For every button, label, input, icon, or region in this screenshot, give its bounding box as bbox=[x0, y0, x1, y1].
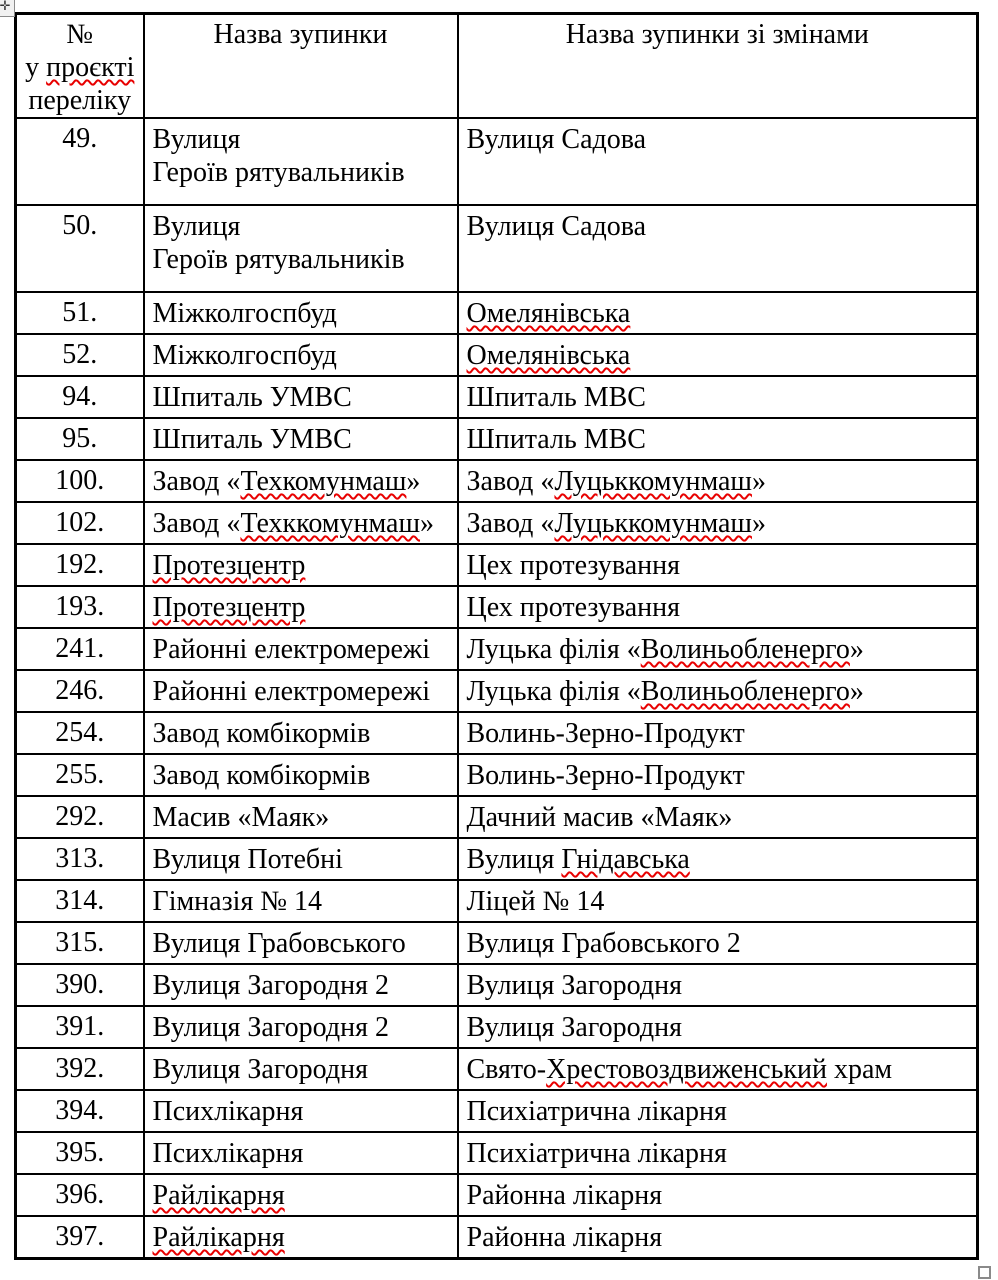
changed-stop-name-cell[interactable] bbox=[458, 670, 978, 712]
text-line bbox=[467, 1179, 971, 1212]
text-line bbox=[153, 843, 451, 876]
text-line bbox=[153, 927, 451, 960]
cell-text: Вулиця bbox=[152, 124, 241, 155]
cell-text: Шпиталь УМВС bbox=[152, 424, 352, 455]
stop-name-cell[interactable] bbox=[144, 334, 458, 376]
stop-name-cell[interactable] bbox=[144, 754, 458, 796]
text-line bbox=[153, 123, 451, 156]
text-line bbox=[153, 1221, 451, 1254]
cell-text: у bbox=[25, 52, 47, 83]
cell-text: Луцька філія « bbox=[466, 676, 641, 707]
text-line bbox=[467, 591, 971, 624]
changed-stop-name-cell[interactable] bbox=[458, 502, 978, 544]
table-row bbox=[16, 964, 978, 1006]
text-line bbox=[153, 1179, 451, 1212]
text-line bbox=[153, 801, 451, 834]
cell-text: храм bbox=[826, 1054, 893, 1085]
row-number-cell[interactable] bbox=[16, 1006, 144, 1048]
cell-text: Завод « bbox=[466, 466, 555, 497]
changed-stop-name-cell[interactable] bbox=[458, 586, 978, 628]
stop-name-cell[interactable] bbox=[144, 460, 458, 502]
cell-text: Районні електромережі bbox=[152, 676, 431, 707]
row-number-cell[interactable] bbox=[16, 586, 144, 628]
cell-text: Волинь-Зерно-Продукт bbox=[466, 718, 745, 749]
text-line bbox=[467, 801, 971, 834]
table-row bbox=[16, 1174, 978, 1216]
changed-stop-name-cell[interactable] bbox=[458, 754, 978, 796]
cell-text: Завод « bbox=[152, 508, 241, 539]
row-number: 394. bbox=[55, 1095, 105, 1126]
table-row bbox=[16, 586, 978, 628]
text-line bbox=[153, 465, 451, 498]
row-number-cell[interactable] bbox=[16, 1048, 144, 1090]
stop-name-cell[interactable] bbox=[144, 376, 458, 418]
row-number: 102. bbox=[55, 507, 105, 538]
table-row bbox=[16, 418, 978, 460]
cell-text: Вулиця Загородня 2 bbox=[152, 1012, 389, 1043]
changed-stop-name-cell[interactable] bbox=[458, 1090, 978, 1132]
text-line bbox=[467, 717, 971, 750]
text-line bbox=[153, 507, 451, 540]
stop-name-cell[interactable] bbox=[144, 292, 458, 334]
row-number: 313. bbox=[55, 843, 105, 874]
cell-text: Цех протезування bbox=[466, 550, 680, 581]
row-number: 314. bbox=[55, 885, 105, 916]
cell-text: Ліцей № 14 bbox=[466, 886, 605, 917]
changed-stop-name-cell[interactable] bbox=[458, 964, 978, 1006]
stop-name-cell[interactable] bbox=[144, 1006, 458, 1048]
move-arrows-glyph: ✛ bbox=[0, 0, 11, 13]
text-line bbox=[153, 1095, 451, 1128]
row-number: 390. bbox=[55, 969, 105, 1000]
table-row bbox=[16, 1090, 978, 1132]
changed-stop-name-cell[interactable] bbox=[458, 880, 978, 922]
row-number-cell[interactable] bbox=[16, 838, 144, 880]
text-line bbox=[467, 1221, 971, 1254]
text-line bbox=[467, 633, 971, 666]
table-row bbox=[16, 544, 978, 586]
stop-name-cell[interactable] bbox=[144, 712, 458, 754]
text-line bbox=[467, 885, 971, 918]
cell-text: Міжколгоспбуд bbox=[152, 340, 337, 371]
stop-name-cell[interactable] bbox=[144, 670, 458, 712]
text-line bbox=[153, 591, 451, 624]
text-line bbox=[153, 339, 451, 372]
changed-stop-name-cell[interactable] bbox=[458, 838, 978, 880]
cell-text: Районна лікарня bbox=[466, 1222, 663, 1253]
cell-text: » bbox=[849, 634, 864, 665]
row-number: 192. bbox=[55, 549, 105, 580]
text-line bbox=[467, 210, 971, 243]
row-number: 49. bbox=[62, 123, 98, 154]
row-number-cell[interactable] bbox=[16, 205, 144, 292]
stop-name-cell[interactable] bbox=[144, 586, 458, 628]
row-number: 52. bbox=[62, 339, 98, 370]
cell-text: Шпиталь МВС bbox=[466, 424, 646, 455]
cell-text: Районні електромережі bbox=[152, 634, 431, 665]
stop-name-cell[interactable] bbox=[144, 880, 458, 922]
table-row bbox=[16, 502, 978, 544]
text-line bbox=[467, 1011, 971, 1044]
table-row bbox=[16, 754, 978, 796]
text-line bbox=[153, 633, 451, 666]
row-number-cell[interactable] bbox=[16, 922, 144, 964]
row-number: 100. bbox=[55, 465, 105, 496]
cell-text: Шпиталь МВС bbox=[466, 382, 646, 413]
changed-stop-name-cell[interactable] bbox=[458, 1132, 978, 1174]
stop-name-cell[interactable] bbox=[144, 544, 458, 586]
changed-stop-name-cell[interactable] bbox=[458, 796, 978, 838]
text-line bbox=[467, 381, 971, 414]
cell-text: Вулиця Грабовського bbox=[152, 928, 406, 959]
table-row bbox=[16, 670, 978, 712]
cell-text: Волинь-Зерно-Продукт bbox=[466, 760, 745, 791]
changed-stop-name-cell[interactable] bbox=[458, 418, 978, 460]
changed-stop-name-cell[interactable] bbox=[458, 460, 978, 502]
table-row bbox=[16, 1006, 978, 1048]
cell-text: Вулиця Грабовського 2 bbox=[466, 928, 741, 959]
cell-text: Психіатрична лікарня bbox=[466, 1096, 727, 1127]
table-row bbox=[16, 1132, 978, 1174]
cell-text: Вулиця Загородня 2 bbox=[152, 970, 389, 1001]
changed-stop-name-cell[interactable] bbox=[458, 712, 978, 754]
row-number: 392. bbox=[55, 1053, 105, 1084]
row-number-cell[interactable] bbox=[16, 1174, 144, 1216]
stop-name-cell[interactable] bbox=[144, 205, 458, 292]
table-row bbox=[16, 838, 978, 880]
column-header-num[interactable] bbox=[16, 14, 144, 119]
cell-text: Вулиця Загородня bbox=[152, 1054, 368, 1085]
row-number-cell[interactable] bbox=[16, 418, 144, 460]
cell-text: Психлікарня bbox=[152, 1096, 304, 1127]
cell-text: Районна лікарня bbox=[466, 1180, 663, 1211]
text-line bbox=[153, 675, 451, 708]
text-line bbox=[153, 1011, 451, 1044]
text-line bbox=[153, 885, 451, 918]
text-line bbox=[17, 51, 143, 84]
table-row bbox=[16, 628, 978, 670]
text-line bbox=[467, 843, 971, 876]
stop-name-cell[interactable] bbox=[144, 1048, 458, 1090]
cell-text: » bbox=[420, 508, 435, 539]
row-number-cell[interactable] bbox=[16, 712, 144, 754]
text-line bbox=[153, 423, 451, 456]
row-number-cell[interactable] bbox=[16, 754, 144, 796]
cell-text: Луцька філія « bbox=[466, 634, 641, 665]
cell-text: Шпиталь УМВС bbox=[152, 382, 352, 413]
table-row bbox=[16, 1048, 978, 1090]
text-line bbox=[467, 123, 971, 156]
row-number: 315. bbox=[55, 927, 105, 958]
cell-text: » bbox=[849, 676, 864, 707]
text-line bbox=[17, 18, 143, 51]
cell-text: Дачний масив «Маяк» bbox=[466, 802, 733, 833]
misspelled-text: Омелянівська bbox=[466, 298, 631, 329]
row-number-cell[interactable] bbox=[16, 1216, 144, 1258]
stop-name-cell[interactable] bbox=[144, 502, 458, 544]
text-line bbox=[467, 1053, 971, 1086]
changed-stop-name-cell[interactable] bbox=[458, 1216, 978, 1258]
misspelled-text: Райлікарня bbox=[152, 1180, 285, 1211]
stop-name-cell[interactable] bbox=[144, 118, 458, 205]
row-number: 241. bbox=[55, 633, 105, 664]
stop-name-cell[interactable] bbox=[144, 1174, 458, 1216]
row-number: 51. bbox=[62, 297, 98, 328]
cell-text: Гімназія № 14 bbox=[152, 886, 323, 917]
table-row bbox=[16, 922, 978, 964]
table-header bbox=[16, 14, 978, 119]
text-line bbox=[153, 156, 451, 189]
misspelled-text: Омелянівська bbox=[466, 340, 631, 371]
cell-text: Назва зупинки bbox=[213, 19, 388, 50]
row-number-cell[interactable] bbox=[16, 292, 144, 334]
header-row bbox=[16, 14, 978, 119]
row-number-cell[interactable] bbox=[16, 334, 144, 376]
table-row bbox=[16, 376, 978, 418]
table-row bbox=[16, 292, 978, 334]
row-number-cell[interactable] bbox=[16, 1090, 144, 1132]
misspelled-text: Гнідавська bbox=[561, 844, 690, 875]
table-move-handle-icon[interactable] bbox=[0, 0, 15, 17]
cell-text: » bbox=[751, 466, 766, 497]
cell-text: Вулиця Садова bbox=[466, 124, 647, 155]
changed-stop-name-cell[interactable] bbox=[458, 205, 978, 292]
column-header-name[interactable] bbox=[144, 14, 458, 119]
row-number: 254. bbox=[55, 717, 105, 748]
row-number: 193. bbox=[55, 591, 105, 622]
text-line bbox=[467, 675, 971, 708]
cell-text: Свято- bbox=[466, 1054, 547, 1085]
cell-text: Героїв рятувальників bbox=[152, 157, 405, 188]
text-line bbox=[467, 507, 971, 540]
cell-text: Героїв рятувальників bbox=[152, 244, 405, 275]
row-number-cell[interactable] bbox=[16, 502, 144, 544]
row-number-cell[interactable] bbox=[16, 1132, 144, 1174]
misspelled-text: Техкомунмаш bbox=[240, 466, 407, 497]
cell-text: Міжколгоспбуд bbox=[152, 298, 337, 329]
cell-text: Завод комбікормів bbox=[152, 718, 371, 749]
row-number: 50. bbox=[62, 210, 98, 241]
cell-text: Психлікарня bbox=[152, 1138, 304, 1169]
text-line bbox=[467, 297, 971, 330]
stop-name-cell[interactable] bbox=[144, 922, 458, 964]
changed-stop-name-cell[interactable] bbox=[458, 628, 978, 670]
changed-stop-name-cell[interactable] bbox=[458, 376, 978, 418]
text-line bbox=[153, 549, 451, 582]
row-number-cell[interactable] bbox=[16, 670, 144, 712]
text-line bbox=[153, 210, 451, 243]
misspelled-text: Волиньобленерго bbox=[640, 634, 850, 665]
table-row bbox=[16, 880, 978, 922]
cell-text: Назва зупинки зі змінами bbox=[565, 19, 869, 50]
text-line bbox=[153, 297, 451, 330]
text-line bbox=[467, 423, 971, 456]
row-number: 94. bbox=[62, 381, 98, 412]
row-number: 255. bbox=[55, 759, 105, 790]
cell-text: Вулиця bbox=[466, 844, 562, 875]
cell-text: Масив «Маяк» bbox=[152, 802, 330, 833]
row-number-cell[interactable] bbox=[16, 628, 144, 670]
cell-text: Завод « bbox=[152, 466, 241, 497]
stop-name-cell[interactable] bbox=[144, 796, 458, 838]
text-line bbox=[145, 18, 457, 51]
text-line bbox=[459, 18, 977, 51]
table-row bbox=[16, 334, 978, 376]
cell-text: Вулиця Загородня bbox=[466, 1012, 682, 1043]
cell-text: № bbox=[66, 19, 94, 50]
row-number: 391. bbox=[55, 1011, 105, 1042]
changed-stop-name-cell[interactable] bbox=[458, 118, 978, 205]
text-line bbox=[153, 969, 451, 1002]
stop-name-cell[interactable] bbox=[144, 628, 458, 670]
cell-text: Вулиця Загородня bbox=[466, 970, 682, 1001]
misspelled-text: проєкті bbox=[46, 52, 135, 83]
text-line bbox=[153, 717, 451, 750]
misspelled-text: Протезцентр bbox=[152, 592, 306, 623]
text-line bbox=[467, 549, 971, 582]
text-line bbox=[153, 759, 451, 792]
misspelled-text: Техккомунмаш bbox=[240, 508, 421, 539]
row-number-cell[interactable] bbox=[16, 796, 144, 838]
column-header-changed[interactable] bbox=[458, 14, 978, 119]
cell-text: Вулиця Потебні bbox=[152, 844, 343, 875]
text-line bbox=[153, 1053, 451, 1086]
table-row bbox=[16, 712, 978, 754]
misspelled-text: Луцьккомунмаш bbox=[554, 508, 752, 539]
text-line bbox=[17, 84, 143, 117]
row-number: 292. bbox=[55, 801, 105, 832]
row-number: 246. bbox=[55, 675, 105, 706]
stop-name-cell[interactable] bbox=[144, 418, 458, 460]
text-line bbox=[467, 927, 971, 960]
row-number-cell[interactable] bbox=[16, 544, 144, 586]
misspelled-text: Хрестовоздвиженський bbox=[546, 1054, 827, 1085]
stop-name-cell[interactable] bbox=[144, 1090, 458, 1132]
stop-name-cell[interactable] bbox=[144, 964, 458, 1006]
changed-stop-name-cell[interactable] bbox=[458, 292, 978, 334]
cell-text: Завод « bbox=[466, 508, 555, 539]
text-line bbox=[467, 1137, 971, 1170]
changed-stop-name-cell[interactable] bbox=[458, 1048, 978, 1090]
text-line bbox=[467, 465, 971, 498]
cell-text: Цех протезування bbox=[466, 592, 680, 623]
changed-stop-name-cell[interactable] bbox=[458, 1006, 978, 1048]
row-number-cell[interactable] bbox=[16, 376, 144, 418]
cell-text: » bbox=[751, 508, 766, 539]
row-number-cell[interactable] bbox=[16, 460, 144, 502]
table-resize-handle-icon[interactable] bbox=[978, 1266, 991, 1279]
misspelled-text: Волиньобленерго bbox=[640, 676, 850, 707]
stops-rename-table bbox=[14, 12, 979, 1260]
changed-stop-name-cell[interactable] bbox=[458, 544, 978, 586]
table-row bbox=[16, 118, 978, 205]
cell-text: Психіатрична лікарня bbox=[466, 1138, 727, 1169]
row-number-cell[interactable] bbox=[16, 964, 144, 1006]
table-body bbox=[16, 118, 978, 1258]
row-number-cell[interactable] bbox=[16, 880, 144, 922]
text-line bbox=[153, 243, 451, 276]
text-line bbox=[467, 759, 971, 792]
row-number: 395. bbox=[55, 1137, 105, 1168]
cell-text: Вулиця Садова bbox=[466, 211, 647, 242]
row-number: 397. bbox=[55, 1221, 105, 1252]
table-row bbox=[16, 460, 978, 502]
row-number: 396. bbox=[55, 1179, 105, 1210]
text-line bbox=[153, 1137, 451, 1170]
text-line bbox=[467, 1095, 971, 1128]
row-number-cell[interactable] bbox=[16, 118, 144, 205]
table-row bbox=[16, 205, 978, 292]
stop-name-cell[interactable] bbox=[144, 838, 458, 880]
stop-name-cell[interactable] bbox=[144, 1132, 458, 1174]
row-number: 95. bbox=[62, 423, 98, 454]
table-row bbox=[16, 1216, 978, 1258]
table-row bbox=[16, 796, 978, 838]
misspelled-text: Протезцентр bbox=[152, 550, 306, 581]
changed-stop-name-cell[interactable] bbox=[458, 1174, 978, 1216]
misspelled-text: Луцьккомунмаш bbox=[554, 466, 752, 497]
stop-name-cell[interactable] bbox=[144, 1216, 458, 1258]
cell-text: переліку bbox=[28, 85, 132, 116]
changed-stop-name-cell[interactable] bbox=[458, 334, 978, 376]
changed-stop-name-cell[interactable] bbox=[458, 922, 978, 964]
text-line bbox=[153, 381, 451, 414]
cell-text: » bbox=[406, 466, 421, 497]
text-line bbox=[467, 969, 971, 1002]
misspelled-text: Райлікарня bbox=[152, 1222, 285, 1253]
text-line bbox=[467, 339, 971, 372]
cell-text: Завод комбікормів bbox=[152, 760, 371, 791]
cell-text: Вулиця bbox=[152, 211, 241, 242]
